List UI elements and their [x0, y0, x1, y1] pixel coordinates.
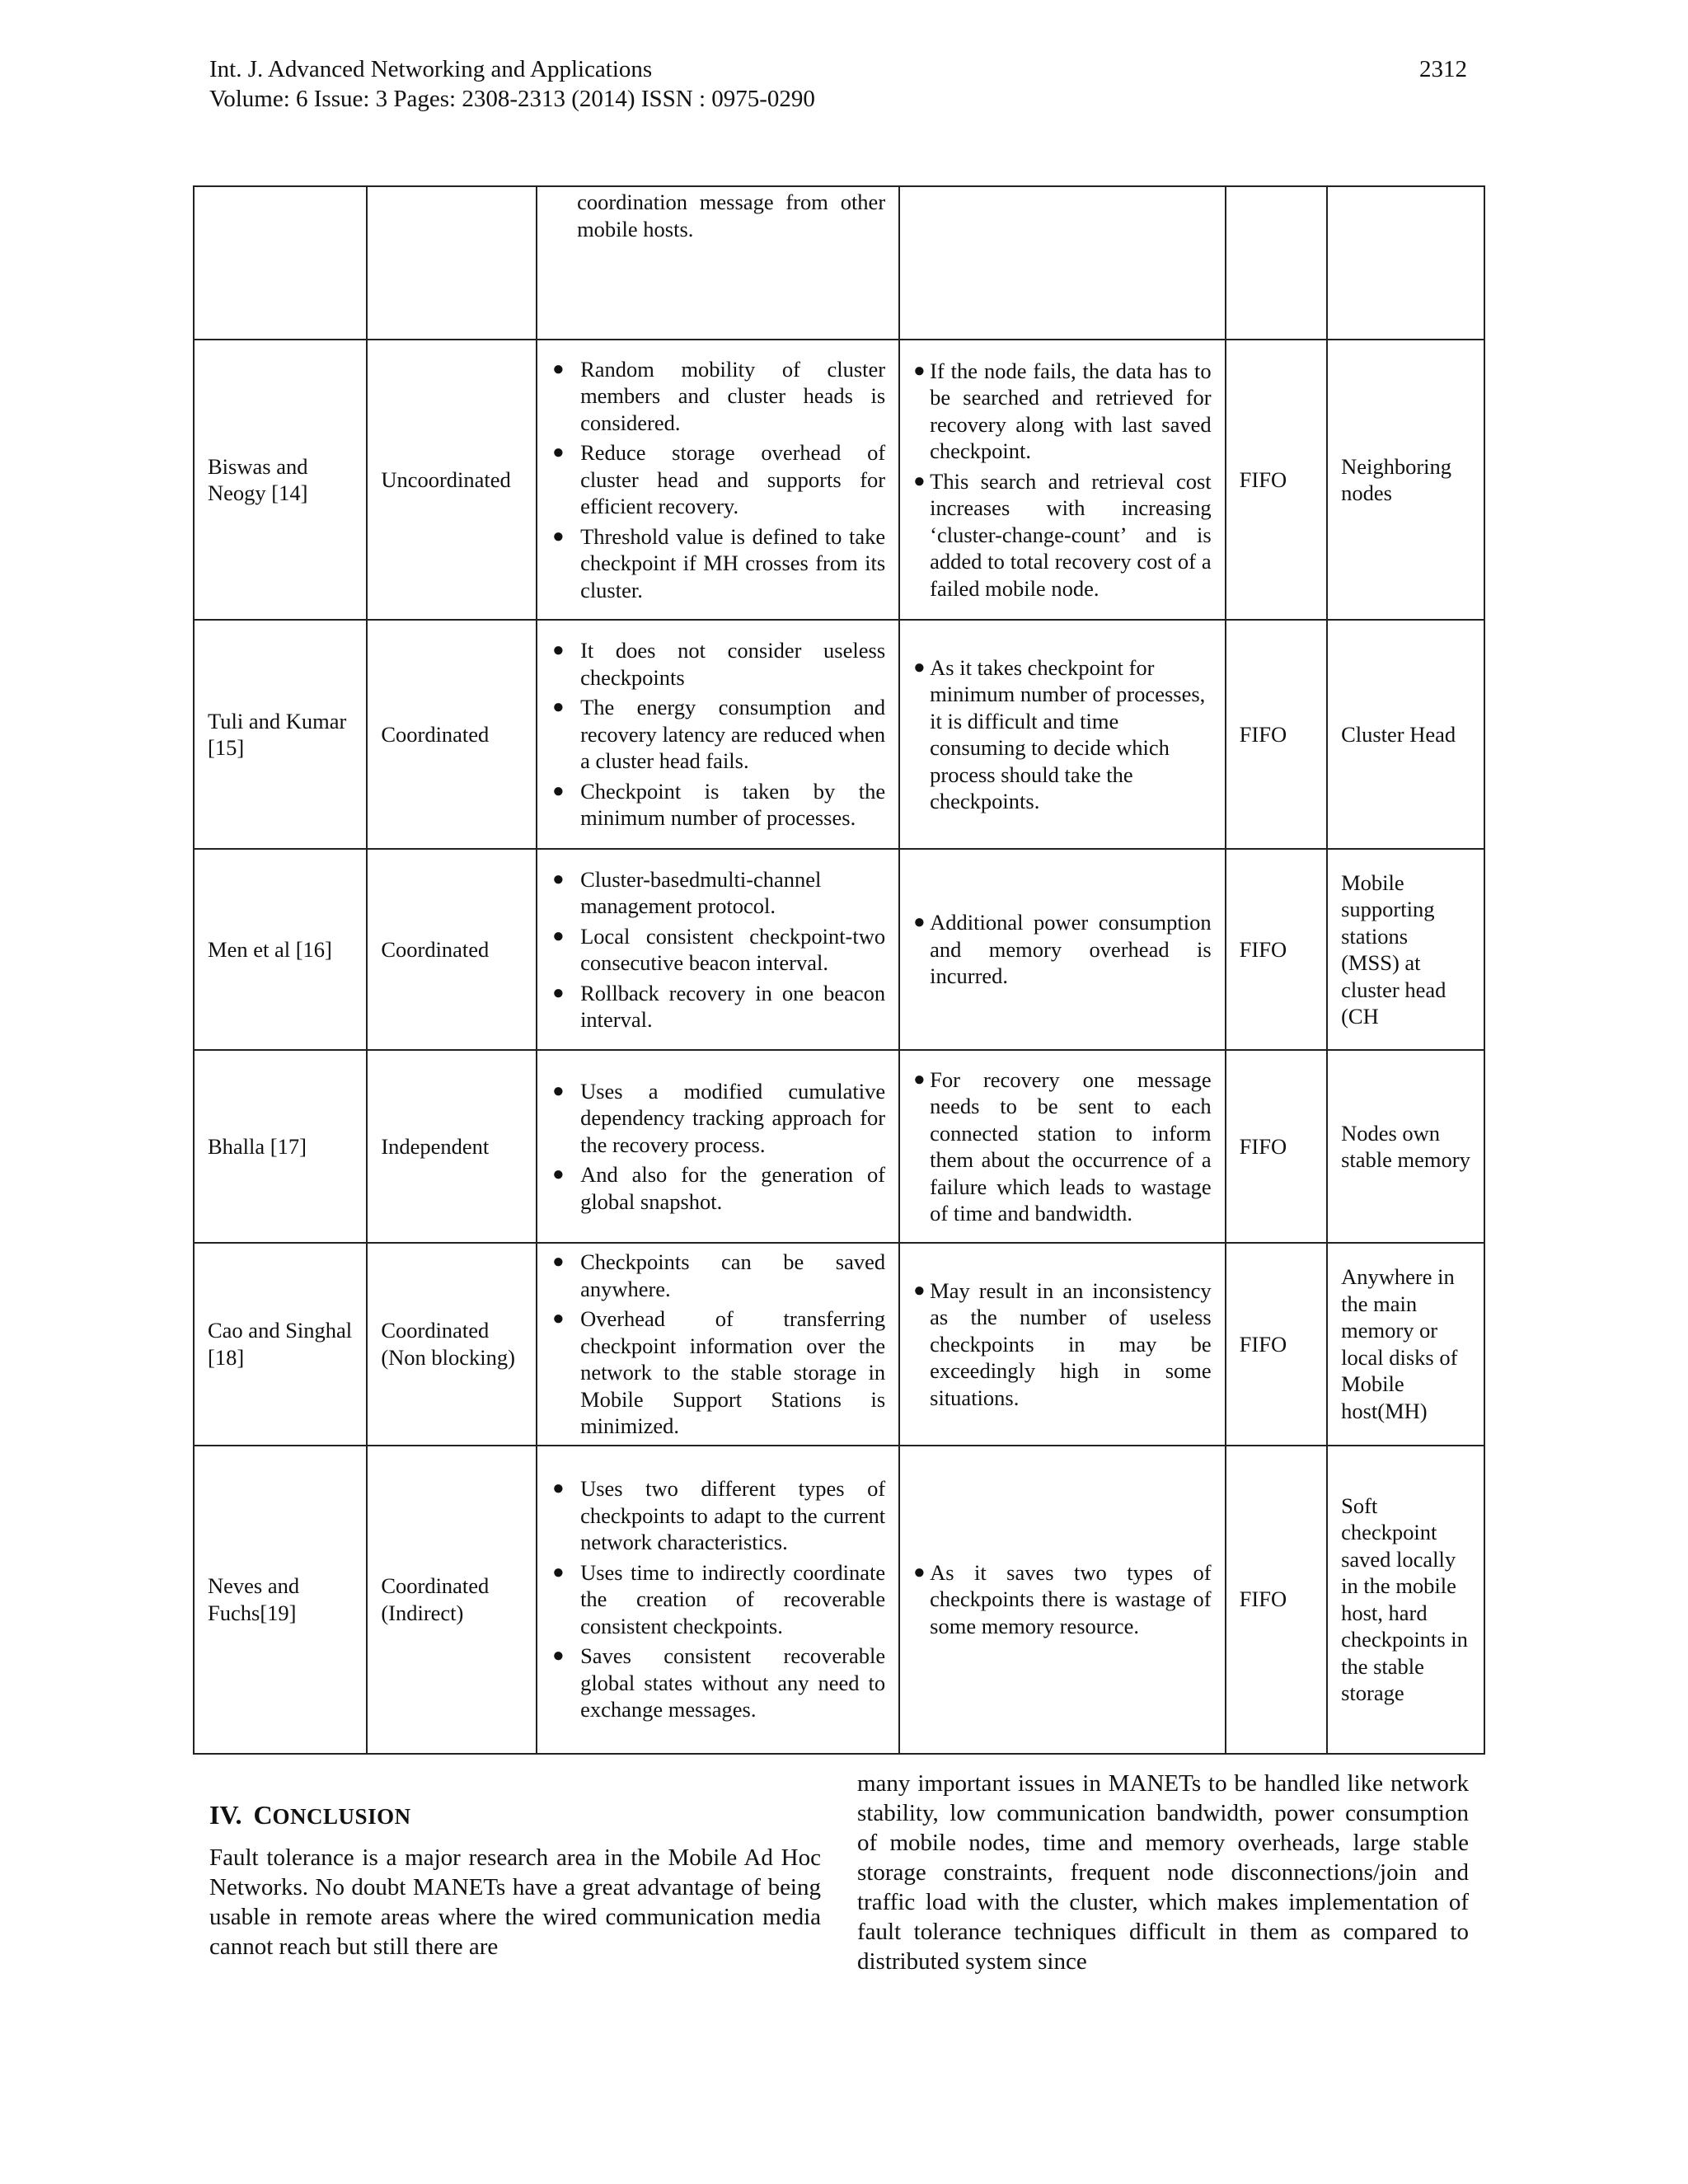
- table-cell-features: [537, 186, 899, 340]
- table-cell-channel: FIFO: [1226, 1446, 1327, 1754]
- conclusion-right-column: [857, 1769, 1469, 1976]
- bullet-icon: ●: [552, 1080, 565, 1102]
- table-row: [194, 340, 1484, 620]
- journal-volume-info: Volume: 6 Issue: 3 Pages: 2308-2313 (2014) ISSN : 0975-0290: [209, 86, 815, 112]
- bullet-icon: ●: [913, 656, 926, 678]
- list-item: ● It does not consider useless checkpoints: [552, 638, 886, 690]
- list-item: ● If the node fails, the data has to be searched and retrieved for recovery along with last saved checkpoint.: [913, 358, 1212, 464]
- table-cell-limitations: [899, 620, 1226, 849]
- conclusion-left-column: [209, 1800, 821, 1961]
- bullet-icon: ●: [552, 442, 565, 464]
- section-heading-rest: ONCLUSION: [272, 1804, 411, 1829]
- bullet-icon: ●: [552, 982, 565, 1004]
- bullet-icon: ●: [913, 1561, 926, 1583]
- table-cell-empty: [367, 186, 537, 340]
- list-item: ● Reduce storage overhead of cluster head and supports for efficient recovery.: [552, 440, 886, 519]
- table-row: [194, 849, 1484, 1050]
- bullet-icon: ●: [913, 359, 926, 382]
- section-heading: [209, 1800, 821, 1831]
- section-heading-initial: C: [253, 1800, 273, 1830]
- table-cell-author: Bhalla [17]: [194, 1050, 367, 1243]
- table-cell-features: [537, 340, 899, 620]
- page-number: 2312: [1419, 56, 1467, 82]
- bullet-icon: ●: [552, 868, 565, 890]
- table-row: [194, 1243, 1484, 1446]
- list-item: ● For recovery one message needs to be sent to each connected station to inform them about the occurrence of a failure which leads to wastage of time and bandwidth.: [913, 1066, 1212, 1226]
- table-cell-type: Coordinated: [367, 849, 537, 1050]
- table-cell-type: Coordinated (Indirect): [367, 1446, 537, 1754]
- table-cell-channel: FIFO: [1226, 1243, 1327, 1446]
- section-number: IV.: [209, 1800, 242, 1830]
- table-cell-limitations: [899, 1050, 1226, 1243]
- table-row-continued: [194, 186, 1484, 340]
- table-cell-features: [537, 1050, 899, 1243]
- list-item: ● Random mobility of cluster members and cluster heads is considered.: [552, 356, 886, 435]
- table-cell-channel: FIFO: [1226, 340, 1327, 620]
- list-item: ● Saves consistent recoverable global states without any need to exchange messages.: [552, 1643, 886, 1722]
- table-cell-empty: [1327, 186, 1484, 340]
- bullet-icon: ●: [552, 1164, 565, 1186]
- list-item: ● Local consistent checkpoint-two consecutive beacon interval.: [552, 923, 886, 975]
- table-cell-storage: Neighboring nodes: [1327, 340, 1484, 620]
- table-row: [194, 1050, 1484, 1243]
- conclusion-paragraph: Fault tolerance is a major research area in the Mobile Ad Hoc Networks. No doubt MANETs have a great advantage of being usable in remote areas where the wired communication media cannot reach but still there are: [209, 1844, 821, 1960]
- bullet-icon: ●: [552, 1251, 565, 1272]
- list-item: ● Cluster-basedmulti-channel management protocol.: [552, 866, 822, 918]
- bullet-icon: ●: [552, 925, 565, 947]
- bullet-icon: ●: [552, 525, 565, 547]
- table-row: [194, 1446, 1484, 1754]
- list-item: ● May result in an inconsistency as the number of useless checkpoints in may be exceedingly high in some situations.: [913, 1277, 1212, 1410]
- list-item: ● Checkpoints can be saved anywhere.: [552, 1249, 886, 1301]
- list-item: ● Additional power consumption and memory overhead is incurred.: [913, 910, 1212, 989]
- table-cell-author: Biswas and Neogy [14]: [194, 340, 367, 620]
- table-cell-channel: FIFO: [1226, 1050, 1327, 1243]
- list-item: ● Rollback recovery in one beacon interval.: [552, 980, 886, 1032]
- journal-title: Int. J. Advanced Networking and Applications: [209, 56, 653, 82]
- list-item: ● The energy consumption and recovery latency are reduced when a cluster head fails.: [552, 695, 886, 774]
- table-cell-storage: Mobile supporting stations (MSS) at cluster head (CH: [1327, 849, 1484, 1050]
- table-cell-storage: Soft checkpoint saved locally in the mobile host, hard checkpoints in the stable storage: [1327, 1446, 1484, 1754]
- list-item: ● This search and retrieval cost increases with increasing ‘cluster-change-count’ and is added to total recovery cost of a failed mobile node.: [913, 468, 1212, 601]
- table-cell-features: [537, 1446, 899, 1754]
- table-cell-author: Men et al [16]: [194, 849, 367, 1050]
- list-item: ● Overhead of transferring checkpoint information over the network to the stable storage in Mobile Support Stations is minimized.: [552, 1306, 886, 1438]
- table-cell-channel: FIFO: [1226, 620, 1327, 849]
- table-cell-type: Uncoordinated: [367, 340, 537, 620]
- list-item: ● As it takes checkpoint for minimum number of processes, it is difficult and time consuming to decide which process should take the checkpoints.: [913, 654, 1206, 813]
- bullet-icon: ●: [552, 1478, 565, 1500]
- bullet-icon: ●: [913, 1279, 926, 1301]
- bullet-icon: ●: [552, 1308, 565, 1329]
- bullet-icon: ●: [913, 912, 926, 934]
- table-cell-channel: FIFO: [1226, 849, 1327, 1050]
- table-cell-author: Neves and Fuchs[19]: [194, 1446, 367, 1754]
- table-cell-limitations: [899, 1243, 1226, 1446]
- list-item: ● As it saves two types of checkpoints there is wastage of some memory resource.: [913, 1559, 1212, 1638]
- table-cell-storage: Anywhere in the main memory or local disks of Mobile host(MH): [1327, 1243, 1484, 1446]
- checkpointing-comparison-table: [193, 185, 1485, 1755]
- bullet-icon: ●: [552, 1561, 565, 1583]
- table-cell-features: [537, 1243, 899, 1446]
- table-cell-limitations: [899, 340, 1226, 620]
- table-cell-author: Cao and Singhal [18]: [194, 1243, 367, 1446]
- table-cell-features: [537, 849, 899, 1050]
- bullet-icon: ●: [552, 358, 565, 380]
- table-cell-type: Coordinated: [367, 620, 537, 849]
- list-item: ● Checkpoint is taken by the minimum number of processes.: [552, 778, 886, 831]
- table-cell-empty: [1226, 186, 1327, 340]
- continued-text: coordination message from other mobile hosts.: [577, 190, 886, 241]
- bullet-icon: ●: [913, 1068, 926, 1090]
- table-cell-features: [537, 620, 899, 849]
- list-item: ● Threshold value is defined to take checkpoint if MH crosses from its cluster.: [552, 523, 886, 602]
- table-cell-empty: [194, 186, 367, 340]
- table-cell-type: Independent: [367, 1050, 537, 1243]
- table-row: [194, 620, 1484, 849]
- table-cell-author: Tuli and Kumar [15]: [194, 620, 367, 849]
- list-item: ● And also for the generation of global snapshot.: [552, 1162, 886, 1214]
- bullet-icon: ●: [552, 780, 565, 802]
- page-header: [209, 54, 1467, 114]
- list-item: ● Uses time to indirectly coordinate the creation of recoverable consistent checkpoints.: [552, 1559, 886, 1638]
- table-cell-limitations: [899, 849, 1226, 1050]
- table-cell-limitations: [899, 1446, 1226, 1754]
- bullet-icon: ●: [913, 470, 926, 492]
- table-cell-storage: Cluster Head: [1327, 620, 1484, 849]
- conclusion-paragraph-continued: many important issues in MANETs to be handled like network stability, low communication bandwidth, power consumption of mobile nodes, time and memory overheads, large stable storage constraints, frequent node disconnections/join and traffic load with the cluster, which makes implementation of fault tolerance techniques difficult in them as compared to distributed system since: [857, 1770, 1469, 1975]
- bullet-icon: ●: [552, 1645, 565, 1667]
- table-cell-empty: [899, 186, 1226, 340]
- list-item: ● Uses two different types of checkpoints to adapt to the current network characteristics.: [552, 1476, 886, 1555]
- bullet-icon: ●: [552, 696, 565, 719]
- bullet-icon: ●: [552, 640, 565, 662]
- list-item: ● Uses a modified cumulative dependency tracking approach for the recovery process.: [552, 1078, 886, 1157]
- table-cell-type: Coordinated (Non blocking): [367, 1243, 537, 1446]
- table-cell-storage: Nodes own stable memory: [1327, 1050, 1484, 1243]
